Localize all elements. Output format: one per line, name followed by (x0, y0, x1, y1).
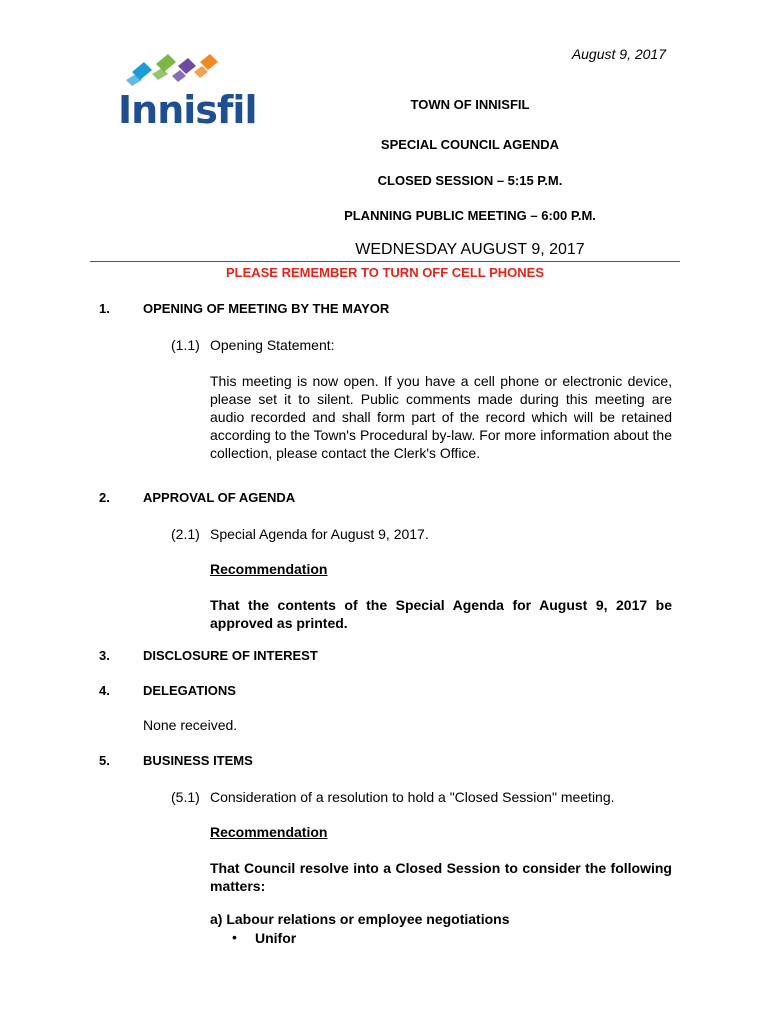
item-2-1-title: Special Agenda for August 9, 2017. (210, 526, 429, 542)
item-a-labour-relations: a) Labour relations or employee negotiations (210, 911, 510, 927)
item-1-1-number: (1.1) (171, 337, 200, 353)
item-5-1-number: (5.1) (171, 789, 200, 805)
recommendation-label-2: Recommendation (210, 561, 328, 577)
recommendation-text-5: That Council resolve into a Closed Session to consider the following matters: (210, 860, 672, 894)
item-5-1-title: Consideration of a resolution to hold a "Closed Session" meeting. (210, 789, 615, 805)
opening-statement-text: This meeting is now open. If you have a cell phone or electronic device, please set it to silent. Public comments made during this meeting are audio recorded and shall form part of the record which will be retained according to the Town's Procedural by-law. For more information about the collection, please contact the Clerk's Office. (210, 373, 672, 461)
recommendation-label-5: Recommendation (210, 824, 328, 840)
section-2-title: APPROVAL OF AGENDA (143, 490, 296, 505)
logo-text: Innisfil (118, 88, 257, 132)
item-1-1-title: Opening Statement: (210, 337, 335, 353)
bullet-icon: • (232, 929, 237, 945)
innisfil-logo (110, 50, 257, 140)
bullet-item-unifor: Unifor (255, 930, 297, 946)
recommendation-text-2: That the contents of the Special Agenda for August 9, 2017 be approved as printed. (210, 597, 672, 631)
header-town: TOWN OF INNISFIL (410, 97, 530, 112)
section-3-number: 3. (99, 648, 110, 663)
section-1-title: OPENING OF MEETING BY THE MAYOR (143, 301, 390, 316)
section-4-title: DELEGATIONS (143, 683, 236, 698)
section-5-title: BUSINESS ITEMS (143, 753, 253, 768)
section-3-title: DISCLOSURE OF INTEREST (143, 648, 318, 663)
section-4-number: 4. (99, 683, 110, 698)
section-5-number: 5. (99, 753, 110, 768)
section-2-number: 2. (99, 490, 110, 505)
logo-diamonds-icon (122, 50, 242, 92)
header-agenda-type: SPECIAL COUNCIL AGENDA (380, 137, 560, 152)
header-public-meeting: PLANNING PUBLIC MEETING – 6:00 P.M. (344, 208, 596, 223)
cell-phone-reminder: PLEASE REMEMBER TO TURN OFF CELL PHONES (225, 265, 545, 280)
header-closed-session: CLOSED SESSION – 5:15 P.M. (377, 173, 563, 188)
section-1-number: 1. (99, 301, 110, 316)
meeting-date-heading: WEDNESDAY AUGUST 9, 2017 (355, 241, 585, 258)
header-divider (90, 261, 680, 262)
item-2-1-number: (2.1) (171, 526, 200, 542)
delegations-text: None received. (143, 717, 238, 733)
document-date: August 9, 2017 (571, 46, 666, 62)
